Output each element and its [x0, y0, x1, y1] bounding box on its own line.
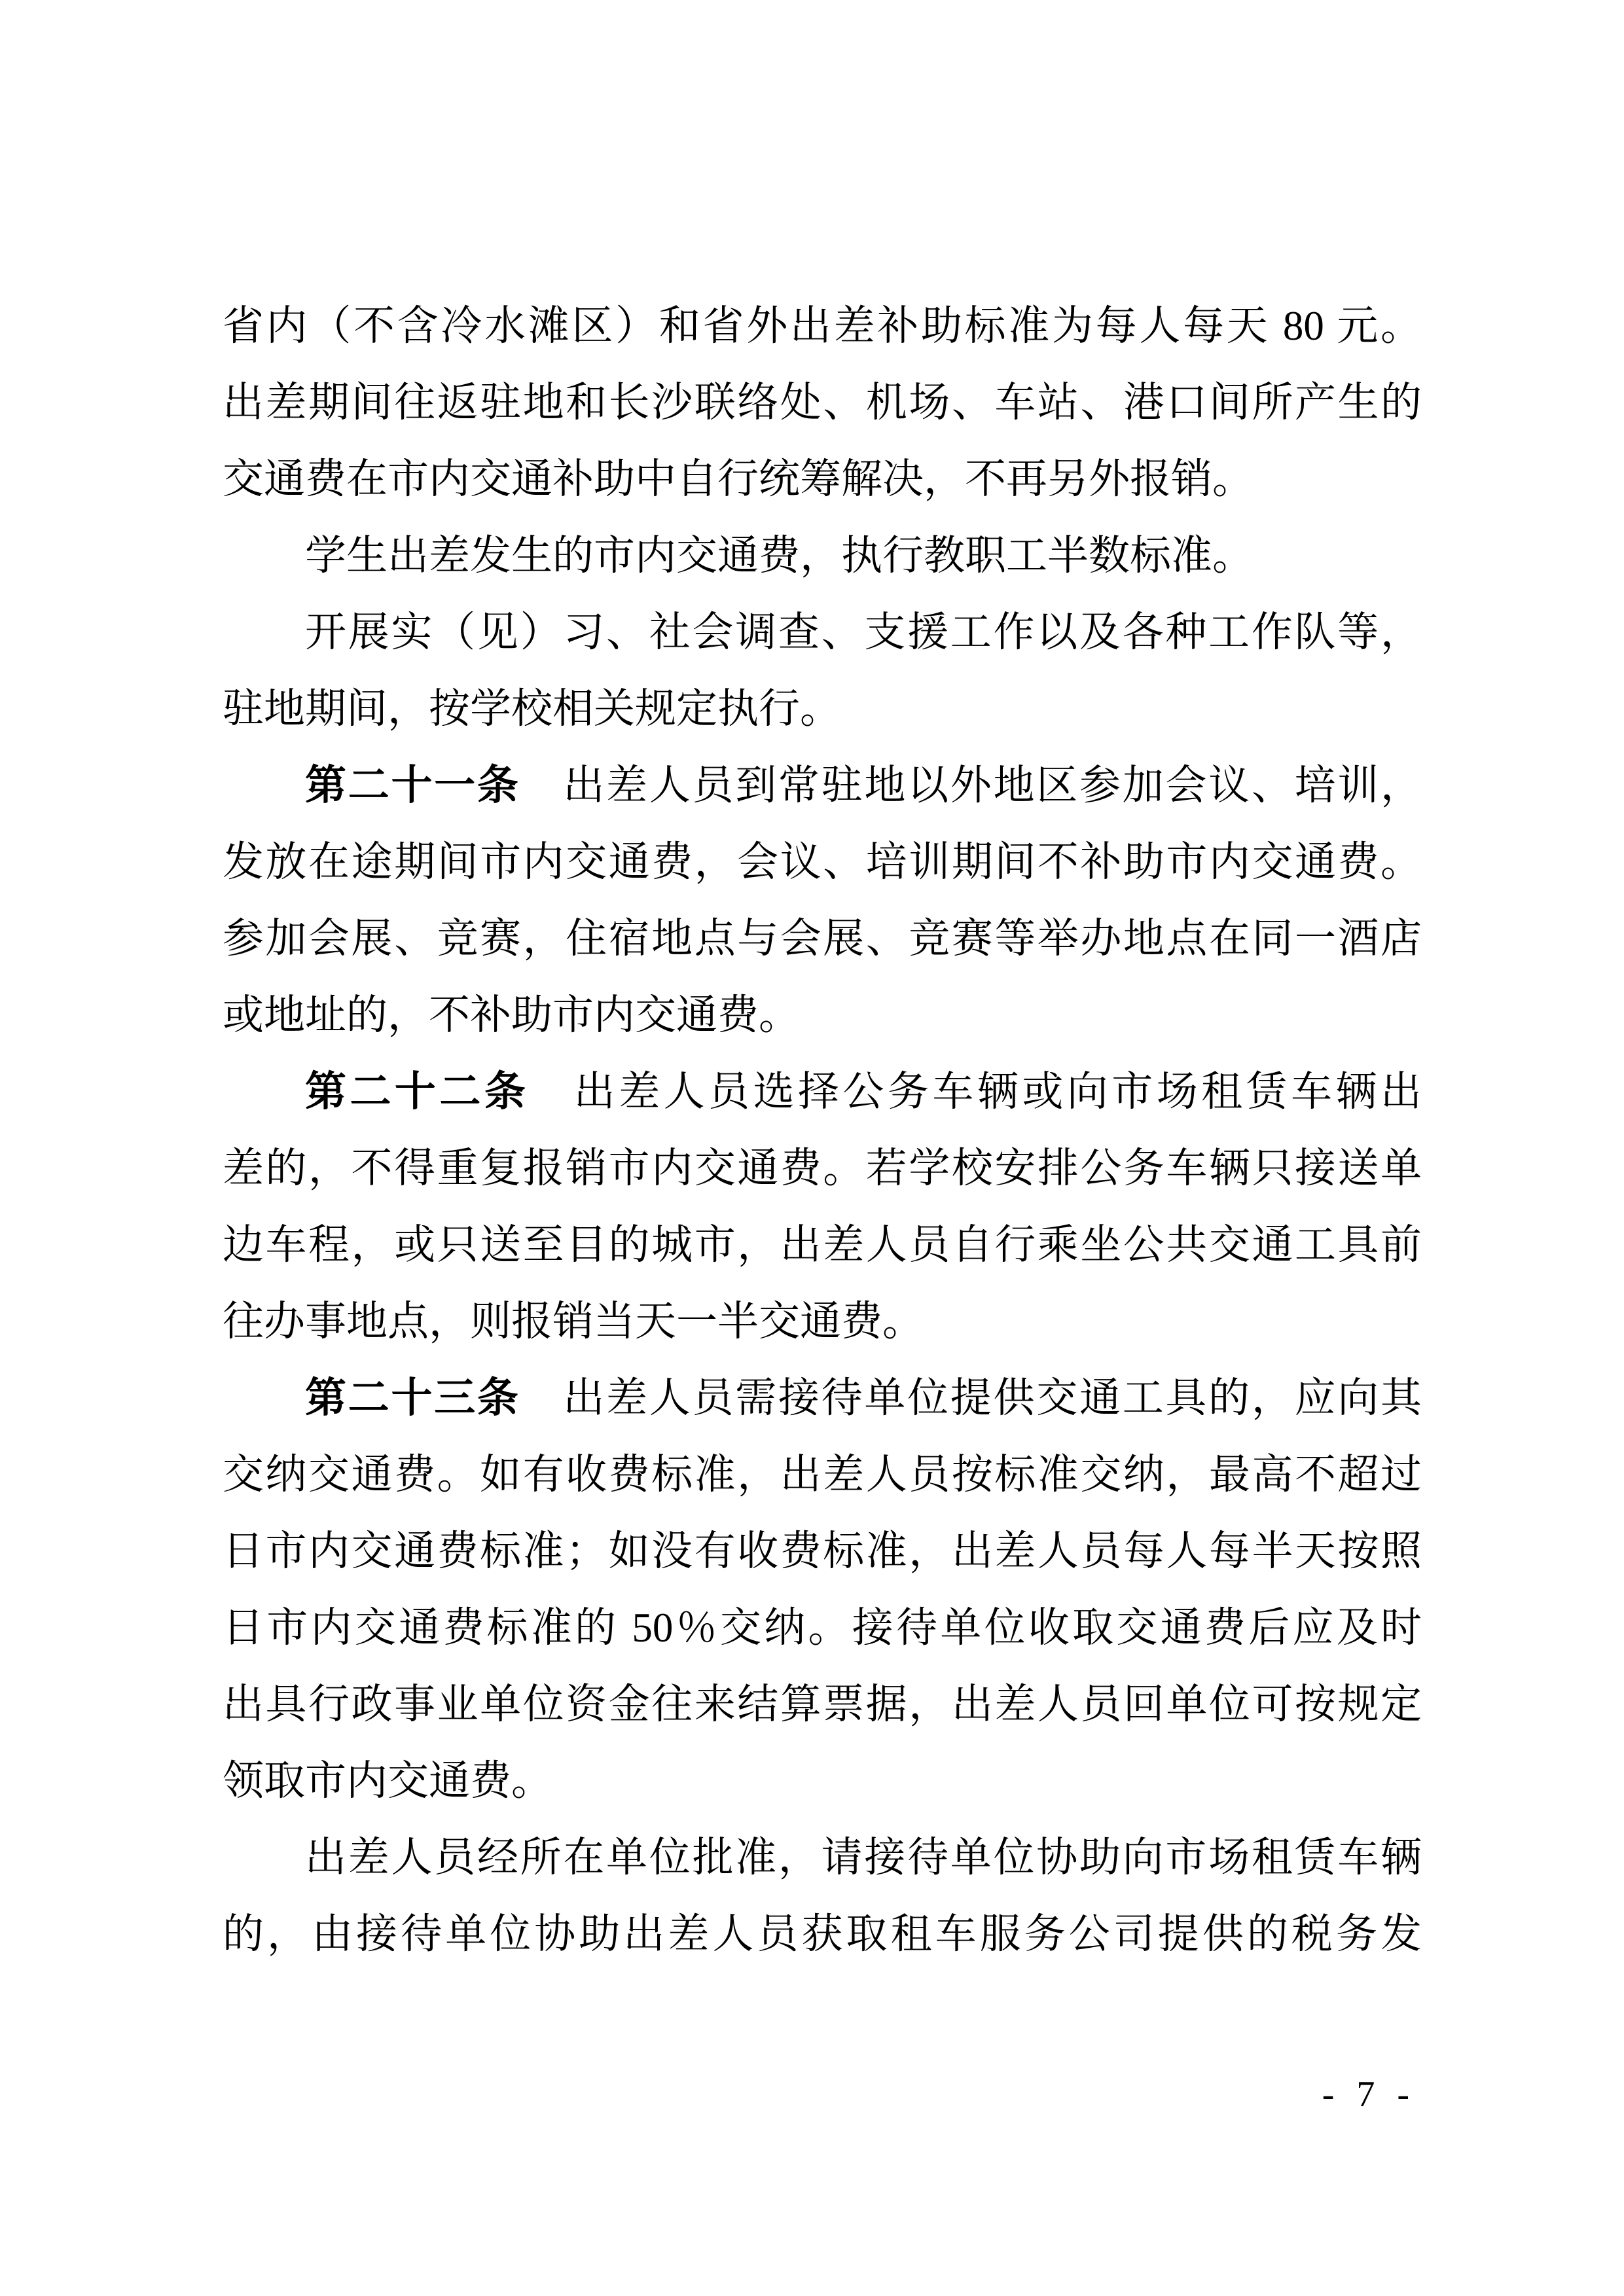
body-line — [223, 671, 1422, 747]
document-body — [223, 288, 1422, 1973]
body-line — [223, 441, 1422, 518]
line-text: 或地址的，不补助市内交通费。 — [223, 992, 800, 1038]
body-line — [223, 901, 1422, 977]
article-heading: 第二十三条 — [305, 1375, 520, 1421]
body-line — [223, 977, 1422, 1054]
line-text: 领取市内交通费。 — [223, 1758, 552, 1804]
line-text: 边车程，或只送至目的城市，出差人员自行乘坐公共交通工具前 — [223, 1222, 1422, 1268]
body-line — [223, 288, 1422, 365]
line-text: 日市内交通费标准的 50％交纳。接待单位收取交通费后应及时 — [223, 1605, 1422, 1651]
line-text: 出差期间往返驻地和长沙联络处、机场、车站、港口间所产生的 — [223, 380, 1422, 425]
line-text: 发放在途期间市内交通费，会议、培训期间不补助市内交通费。 — [223, 839, 1422, 885]
line-text: 交通费在市内交通补助中自行统筹解决，不再另外报销。 — [223, 456, 1254, 502]
body-line — [223, 1207, 1422, 1283]
body-line — [223, 1513, 1422, 1590]
line-text: 差的，不得重复报销市内交通费。若学校安排公务车辆只接送单 — [223, 1145, 1422, 1191]
line-text: 出差人员经所在单位批准，请接待单位协助向市场租赁车辆 — [305, 1835, 1422, 1880]
line-text: 省内（不含冷水滩区）和省外出差补助标准为每人每天 80 元。 — [223, 303, 1422, 349]
line-text: 出差人员到常驻地以外地区参加会议、培训， — [520, 762, 1422, 808]
line-text: 学生出差发生的市内交通费，执行教职工半数标准。 — [305, 533, 1254, 579]
body-line — [223, 1437, 1422, 1513]
article-heading: 第二十一条 — [305, 762, 520, 808]
line-text: 出差人员需接待单位提供交通工具的，应向其 — [520, 1375, 1422, 1421]
line-text: 出具行政事业单位资金往来结算票据，出差人员回单位可按规定 — [223, 1681, 1422, 1727]
body-line — [223, 594, 1422, 671]
page-number: - 7 - — [1322, 2074, 1416, 2115]
line-text: 驻地期间，按学校相关规定执行。 — [223, 686, 841, 732]
body-line-article-22 — [223, 1054, 1422, 1130]
body-line — [223, 1666, 1422, 1743]
body-line-article-23 — [223, 1360, 1422, 1437]
line-text: 交纳交通费。如有收费标准，出差人员按标准交纳，最高不超过 — [223, 1452, 1422, 1498]
line-text: 出差人员选择公务车辆或向市场租赁车辆出 — [529, 1069, 1422, 1115]
line-text: 日市内交通费标准；如没有收费标准，出差人员每人每半天按照 — [223, 1528, 1422, 1574]
article-heading: 第二十二条 — [305, 1069, 530, 1115]
body-line-article-21 — [223, 747, 1422, 824]
line-text: 往办事地点，则报销当天一半交通费。 — [223, 1299, 924, 1344]
body-line — [223, 1896, 1422, 1973]
body-line — [223, 1283, 1422, 1360]
line-text: 开展实（见）习、社会调查、支援工作以及各种工作队等， — [305, 609, 1422, 655]
body-line — [223, 1820, 1422, 1896]
body-line — [223, 1130, 1422, 1207]
line-text: 参加会展、竞赛，住宿地点与会展、竞赛等举办地点在同一酒店 — [223, 916, 1422, 961]
body-line — [223, 1590, 1422, 1666]
line-text: 的，由接待单位协助出差人员获取租车服务公司提供的税务发 — [223, 1911, 1422, 1957]
body-line — [223, 1743, 1422, 1820]
body-line — [223, 365, 1422, 441]
body-line — [223, 824, 1422, 901]
body-line — [223, 518, 1422, 594]
